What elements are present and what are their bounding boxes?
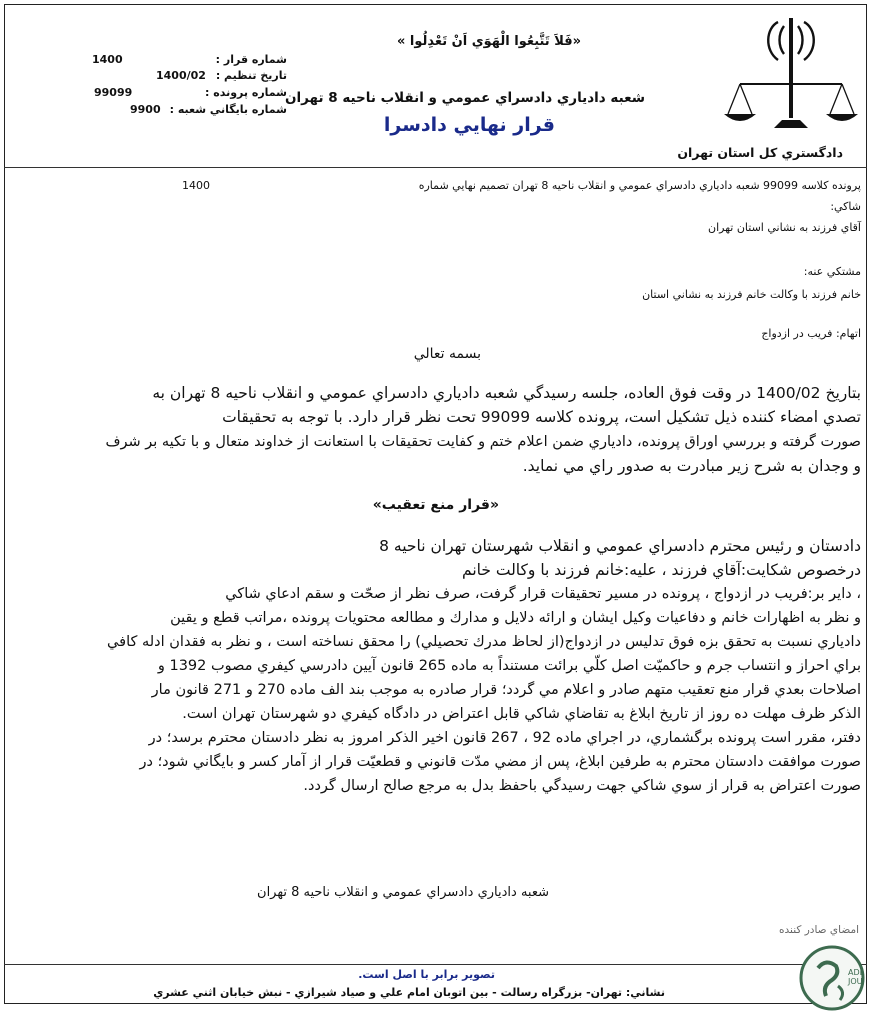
branch-line: شعبه دادياري دادسراي عمومي و انقلاب ناحيه 8 تهران — [285, 90, 645, 106]
charge-line: اتهام: فريب در ازدواج — [761, 327, 861, 340]
decision-line-8: الذكر ظرف مهلت ده روز از تاريخ ابلاغ به تقاضاي شاكي قابل اعتراض در دادگاه كيفري دو شهرستان تهران است. — [182, 706, 861, 722]
document-title: قرار نهايي دادسرا — [383, 114, 555, 136]
decision-line-2: درخصوص شكايت:آقاي فرزند ، عليه:خانم فرزند با وكالت خانم — [462, 561, 861, 579]
decision-line-9: دفتر، مقرر است پرونده برگشماري، در اجراي ماده 92 ، 267 قانون اخير الذكر امروز به نظر دادستان محترم برسد؛ در — [148, 730, 861, 746]
defendant-line: خانم فرزند با وكالت خانم فرزند به نشاني استان — [642, 288, 861, 301]
meta-value-file-number: 99099 — [94, 86, 133, 99]
header-divider — [4, 167, 867, 168]
decision-line-11: صورت اعتراض به قرار از سوي شاكي جهت رسيدگي باحفظ بدل به مرجع صالح ارسال گردد. — [303, 778, 861, 794]
decision-line-1: دادستان و رئيس محترم دادسراي عمومي و انقلاب شهرستان تهران ناحيه 8 — [379, 537, 861, 555]
intro-line-3: صورت گرفته و بررسي اوراق پرونده، دادياري ضمن اعلام ختم و كفايت تحقيقات با استعانت از خداوند متعال و با تكيه بر شرف — [105, 434, 861, 450]
meta-value-archive-number: 9900 — [130, 103, 161, 116]
meta-value-decision-number: 1400 — [92, 53, 123, 66]
bismillah: بسمه تعالي — [413, 346, 481, 362]
certified-note: تصوير برابر با اصل است. — [358, 968, 495, 981]
decision-line-5: دادياري نسبت به تحقق بزه فوق تدليس در ازدواج(از لحاظ مدرك تحصيلي) را محقق نساخته است ، و نظر به فقدان ادله كافي — [107, 634, 861, 650]
decision-line-7: اصلاحات بعدي قرار منع تعقيب متهم صادر و اعلام مي گردد؛ قرار صادره به موجب بند الف ماده 270 و 271 قانون مار — [151, 682, 861, 698]
logo-text: ADL JOU — [848, 968, 865, 986]
meta-label-issue-date: تاريخ تنظيم : — [215, 69, 287, 82]
complainant-line: آقاي فرزند به نشاني استان تهران — [707, 221, 861, 234]
meta-label-file-number: شماره پرونده : — [205, 86, 287, 99]
decision-line-6: براي احراز و انتساب جرم و حاكميّت اصل كلّي برائت مستنداً به ماده 265 قانون آيين دادرسي كيفري مصوب 1392 و — [157, 658, 861, 674]
complainant-heading: شاكي: — [830, 200, 861, 213]
meta-label-archive-number: شماره بايگاني شعبه : — [169, 103, 287, 116]
file-line: پرونده كلاسه 99099 شعبه دادياري دادسراي عمومي و انقلاب ناحيه 8 تهران تصميم نهايي شماره — [418, 179, 861, 192]
quran-verse: «فَلاَ تَتَّبِعُوا الْهَوَي اَنْ تَعْدِلُوا » — [397, 34, 581, 49]
file-line-number: 1400 — [182, 179, 210, 192]
judiciary-emblem-icon — [718, 10, 864, 142]
defendant-heading: مشتكي عنه: — [803, 265, 861, 278]
intro-line-4: و وجدان به شرح زير مبادرت به صدور راي مي نمايد. — [522, 457, 861, 475]
signer-label: امضاي صادر كننده — [779, 924, 859, 936]
footer-divider — [4, 964, 867, 965]
decision-line-10: صورت موافقت دادستان محترم به طرفين ابلاغ، پس از مضي مدّت قانوني و قطعيّت قرار از آمار كسر و بايگاني شود؛ در — [139, 754, 861, 770]
decision-line-4: و نظر به اظهارات خانم و دفاعيات وكيل ايشان و ارائه دلايل و مدارك و مطالعه محتويات پرونده ،مراتب قطع و يقين — [170, 610, 861, 626]
decision-title: «قرار منع تعقيب» — [372, 497, 499, 513]
meta-label-decision-number: شماره قرار : — [215, 53, 287, 66]
intro-line-2: تصدي امضاء كننده ذيل تشكيل است، پرونده كلاسه 99099 تحت نظر قرار دارد. با توجه به تحقيقات — [222, 408, 861, 426]
footer-address: نشاني: تهران- بزرگراه رسالت - بين اتوبان امام علي و صياد شيرازي - نبش خيابان اثني عشري — [153, 986, 665, 999]
court-name: دادگستري كل استان تهران — [677, 145, 843, 160]
intro-line-1: بتاريخ 1400/02 در وقت فوق العاده، جلسه رسيدگي شعبه دادياري دادسراي عمومي و انقلاب ناحيه 8 تهران به — [152, 384, 861, 402]
signature-branch-line: شعبه دادياري دادسراي عمومي و انقلاب ناحيه 8 تهران — [257, 885, 549, 900]
meta-value-issue-date: 1400/02 — [156, 69, 206, 82]
decision-line-3: ، داير بر:فريب در ازدواج ، پرونده در مسير تحقيقات قرار گرفت، صرف نظر از صحّت و سقم ادعاي شاكي — [225, 586, 861, 602]
